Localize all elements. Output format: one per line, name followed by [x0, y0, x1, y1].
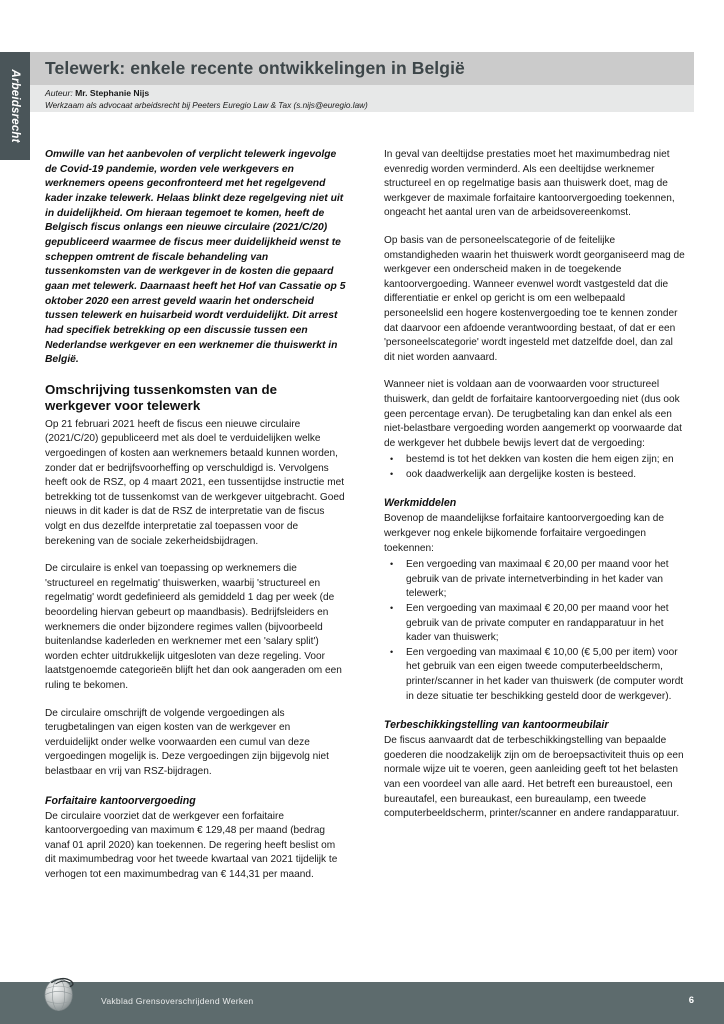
- section-tab-arbeidsrecht: [0, 52, 30, 160]
- right-paragraph-4: Bovenop de maandelijkse forfaitaire kantoorvergoeding kan de werkgever nog enkele bijkomende forfaitaire vergoedingen toekennen:: [384, 513, 665, 554]
- section-heading-omschrijving: Omschrijving tussenkomsten van de werkgever voor telewerk: [45, 381, 278, 414]
- list-item: • Een vergoeding van maximaal € 10,00 (€ 5,00 per item) voor het gebruik van een eigen tweede computerbeeldscherm, printer/scanner in het kader van thuiswerk (de computer wordt in deze situatie ter beschikking gesteld door de werkgever).: [384, 646, 685, 704]
- subheading-forfaitaire-kantoorvergoeding: Forfaitaire kantoorvergoeding: [45, 794, 196, 807]
- author-label: Auteur:: [45, 88, 73, 98]
- section-tab-label: Arbeidsrecht: [9, 69, 21, 143]
- left-column: [45, 148, 346, 882]
- footer-publication-name: Vakblad Grensoverschrijdend Werken: [101, 996, 254, 1006]
- list-item: • Een vergoeding van maximaal € 20,00 per maand voor het gebruik van de private computer en randapparatuur in het kader van thuiswerk;: [384, 602, 685, 646]
- left-paragraph-4: De circulaire voorziet dat de werkgever een forfaitaire kantoorvergoeding van maximum € 129,48 per maand (bedrag vanaf 01 april 2020) kan toekennen. De regering heeft beslist om dit maximumbedrag voor het tweede kwartaal van 2021 tijdelijk te verhogen tot een maximumbedrag van € 144,31 per maand.: [45, 810, 338, 880]
- list-item: • Een vergoeding van maximaal € 20,00 per maand voor het gebruik van de private internetverbinding in het kader van telewerk;: [384, 558, 685, 602]
- left-paragraph-3: De circulaire omschrijft de volgende vergoedingen als terugbetalingen van eigen kosten van de werkgever en verduidelijkt onder welke voorwaarden een cumul van deze vergoedingen mogelijk is. Deze vergoedingen zijn bijgevolg niet belastbaar en vrij van RSZ-bijdragen.: [45, 707, 329, 777]
- footer-page-number: 6: [688, 995, 694, 1006]
- list-item: • ook daadwerkelijk aan dergelijke kosten is besteed.: [384, 468, 685, 483]
- list-item: • bestemd is tot het dekken van kosten die hem eigen zijn; en: [384, 453, 685, 468]
- right-column: [384, 148, 685, 882]
- left-paragraph-1: Op 21 februari 2021 heeft de fiscus een nieuwe circulaire (2021/C/20) gepubliceerd met als doel te verduidelijken welke vergoedingen of kosten aan werknemers betaald kunnen worden, zonder dat er bedrijfsvoorheffing op verschuldigd is. Vervolgens heeft ook de RSZ, op 4 maart 2021, een tussentijdse instructie met betrekking tot de tussenkomst van de werkgever uitgebracht. Goed nieuws in dit kader is dat de RSZ de interpretatie van de fiscus volgt en dus dezelfde interpretatie zal toepassen voor de berekening van de sociale zekerheidsbijdragen.: [45, 418, 345, 547]
- page-title: Telewerk: enkele recente ontwikkelingen in België: [45, 58, 465, 78]
- bullet-list-vergoeding-voorwaarden: [384, 453, 685, 482]
- author-band: [30, 85, 694, 112]
- bullet-list-werkmiddelen: [384, 558, 685, 704]
- article-body: [45, 148, 685, 882]
- subheading-werkmiddelen: Werkmiddelen: [384, 497, 457, 510]
- author-role: Werkzaam als advocaat arbeidsrecht bij Peeters Euregio Law & Tax (s.nijs@euregio.law): [45, 100, 368, 110]
- globe-icon: [38, 970, 82, 1014]
- right-paragraph-1: In geval van deeltijdse prestaties moet het maximumbedrag niet evenredig worden verminderd. Als een deeltijdse werknemer structureel en op regelmatige basis aan thuiswerk doet, mag de werkgever de maximale forfaitaire kantoorvergoeding toekennen, ongeacht het aantal uren van de arbeidsovereenkomst.: [384, 149, 675, 219]
- right-paragraph-5: De fiscus aanvaardt dat de terbeschikkingstelling van bepaalde goederen die noodzakelijk zijn om de beroepsactiviteit thuis op een normale wijze uit te voeren, geen aanleiding geeft tot het belasten van een voordeel van alle aard. Het betreft een bureaustoel, een bureautafel, een bureaukast, een bureaulamp, een tweede computerbeeldscherm, printer/scanner en andere randapparatuur.: [384, 735, 684, 820]
- article-title-bar: [30, 52, 694, 85]
- right-paragraph-3: Wanneer niet is voldaan aan de voorwaarden voor structureel thuiswerk, dan geldt de forfaitaire kantoorvergoeding niet (dus ook geen percentage ervan). De terugbetaling kan dan enkel als een niet-belastbare vergoeding worden aangemerkt op voorwaarde dat de werkgever het dubbele bewijs levert dat de vergoeding:: [384, 379, 682, 449]
- lead-paragraph: Omwille van het aanbevolen of verplicht telewerk ingevolge de Covid-19 pandemie, worden vele werkgevers en werknemers opeens geconfronteerd met het regelgevend kader inzake telewerk. Helaas blinkt deze regelgeving niet uit in duidelijkheid. Om hieraan tegemoet te komen, heeft de Belgisch fiscus onlangs een nieuwe circulaire (2021/C/20) gepubliceerd waarmee de fiscus meer duidelijkheid wenst te scheppen omtrent de fiscale behandeling van tussenkomsten van de werkgever in de kosten die gepaard gaan met telewerk. Daarnaast heeft het Hof van Cassatie op 5 oktober 2020 een arrest geveld waarin het onderscheid tussen telewerk en huisarbeid wordt verduidelijkt. Dit arrest had specifiek betrekking op een discussie tussen een Nederlandse werkgever en een werknemer die thuiswerkt in België.: [45, 149, 346, 366]
- author-line: [45, 88, 694, 100]
- page-footer: [0, 982, 724, 1024]
- author-name: Mr. Stephanie Nijs: [75, 88, 150, 98]
- left-paragraph-2: De circulaire is enkel van toepassing op werknemers die 'structureel en regelmatig' thuiswerken, waarbij 'structureel en regelmatig' wordt gedefinieerd als gemiddeld 1 dag per week (de beoordeling hiervan gebeurt op maandbasis). Bedrijfsleiders en werknemers die onder bijzondere regimes vallen (bijvoorbeeld buitenlandse kaderleden en werknemer met een 'salary split') worden echter uitdrukkelijk uitgesloten van deze regeling. Voor laatstgenoemde categorieën blijft het dan ook aangeraden om een ruling te bekomen.: [45, 563, 342, 691]
- subheading-terbeschikkingstelling: Terbeschikkingstelling van kantoormeubilair: [384, 719, 609, 732]
- right-paragraph-2: Op basis van de personeelscategorie of de feitelijke omstandigheden waarin het thuiswerk wordt georganiseerd mag de werkgever een onderscheid maken in de toegekende kantoorvergoeding. Wanneer evenwel wordt vastgesteld dat die differentiatie er enkel op gericht is om een welbepaald personeelslid een hogere kostenvergoeding toe te kennen zonder dat daarvoor een afdoende verantwoording bestaat, of dat er een 'personeelscategorie' wordt ingesteld met datzelfde doel, dan zal dit niet worden aanvaard.: [384, 234, 685, 363]
